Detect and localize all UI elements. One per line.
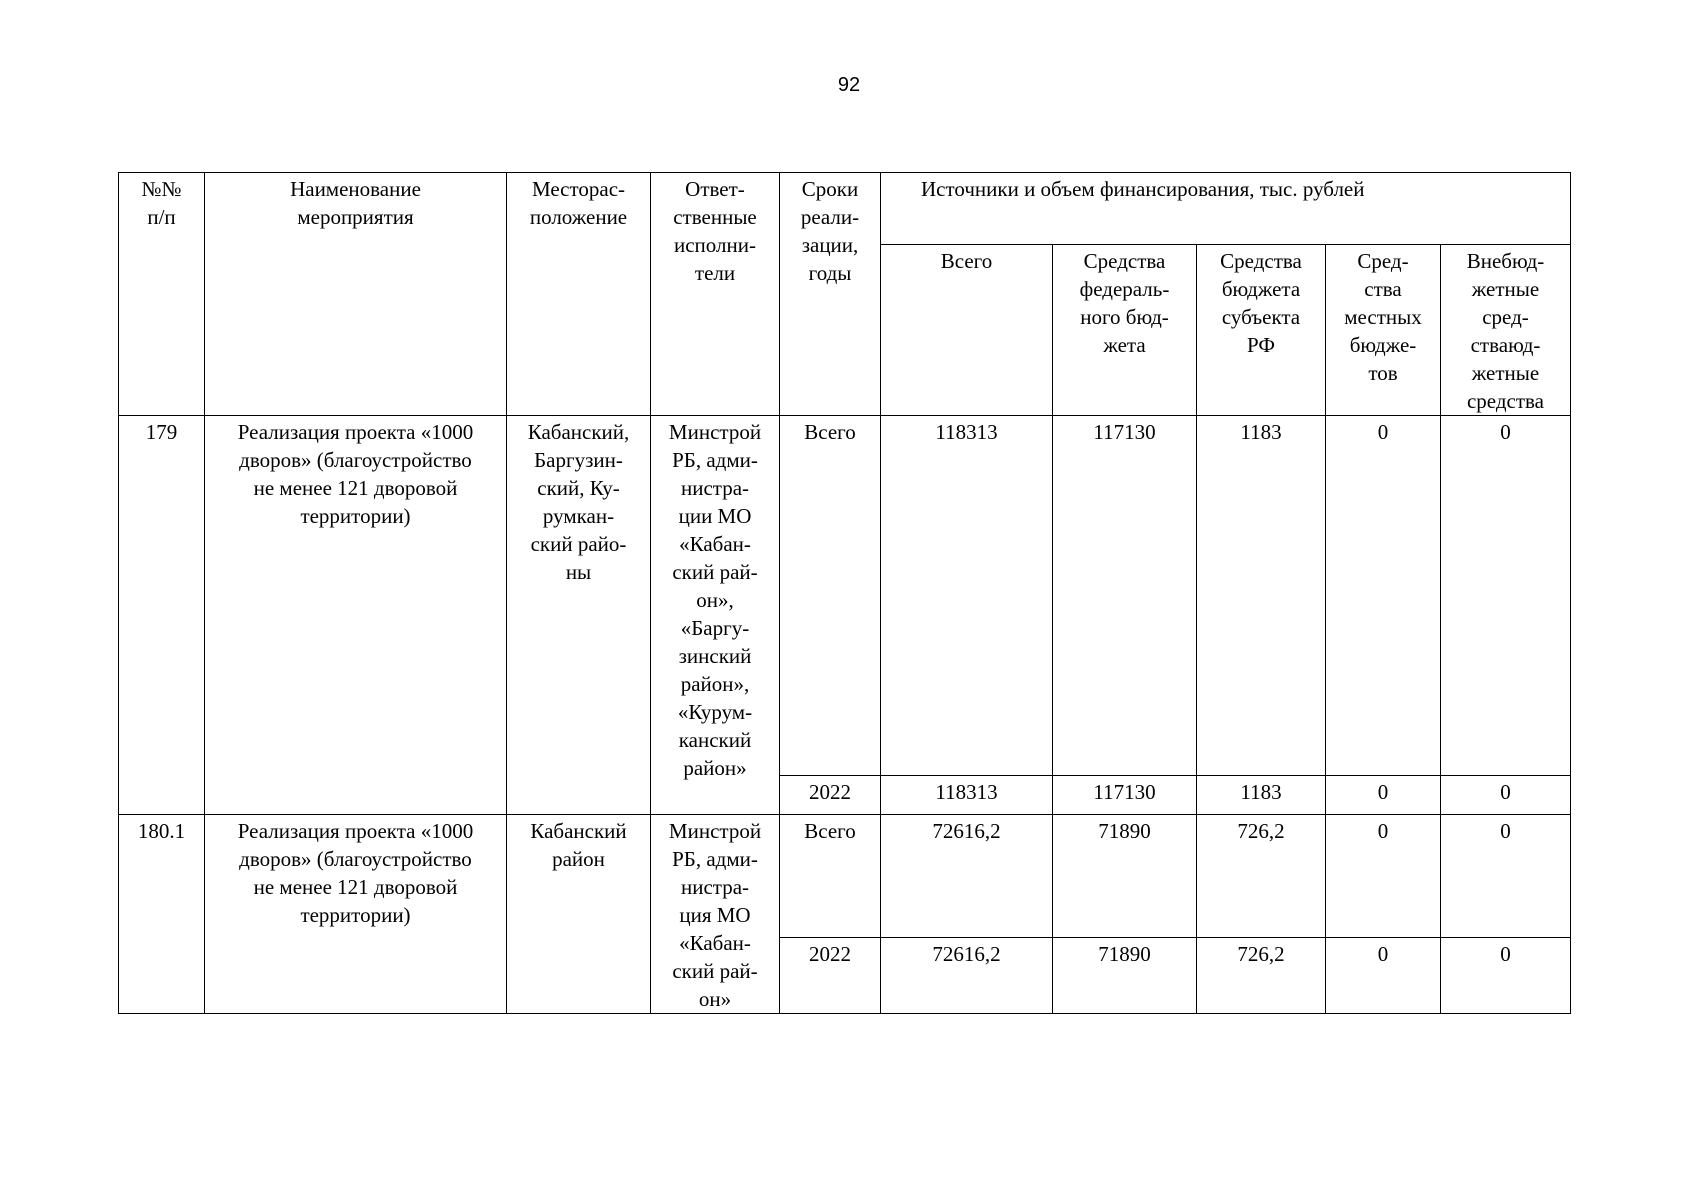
row-total: 118313 [881,416,1053,776]
row-location: Кабанский район [507,815,651,1014]
row-total: 72616,2 [881,815,1053,938]
row-regional: 1183 [1197,776,1326,815]
header-federal: Средства федераль- ного бюд- жета [1053,245,1197,416]
row-period: 2022 [780,776,881,815]
header-name: Наименование мероприятия [205,173,507,416]
row-extra: 0 [1441,815,1571,938]
row-total: 72616,2 [881,938,1053,1014]
header-location: Месторас- положение [507,173,651,416]
row-location: Кабанский, Баргузин- ский, Ку- румкан- ский райо- ны [507,416,651,815]
row-federal: 117130 [1053,416,1197,776]
row-local: 0 [1326,416,1441,776]
table-row [119,416,1571,776]
table-row [119,815,1571,938]
header-local: Сред- ства местных бюдже- тов [1326,245,1441,416]
row-federal: 71890 [1053,815,1197,938]
row-num: 179 [119,416,205,815]
row-period: Всего [780,815,881,938]
header-row-1 [119,173,1571,245]
row-federal: 117130 [1053,776,1197,815]
row-extra: 0 [1441,938,1571,1014]
header-executors: Ответ- ственные исполни- тели [651,173,780,416]
header-funding-group: Источники и объем финансирования, тыс. рублей [881,173,1571,245]
row-regional: 726,2 [1197,815,1326,938]
header-total: Всего [881,245,1053,416]
header-extra: Внебюд- жетные сред- стваюд- жетные средства [1441,245,1571,416]
row-name: Реализация проекта «1000 дворов» (благоустройство не менее 121 дворовой территории) [205,815,507,1014]
page-number: 92 [837,74,861,96]
row-local: 0 [1326,938,1441,1014]
row-regional: 726,2 [1197,938,1326,1014]
row-period: Всего [780,416,881,776]
row-extra: 0 [1441,776,1571,815]
row-regional: 1183 [1197,416,1326,776]
row-num: 180.1 [119,815,205,1014]
row-executors: Минстрой РБ, адми- нистра- ция МО «Кабан- ский рай- он» [651,815,780,1014]
row-federal: 71890 [1053,938,1197,1014]
row-executors: Минстрой РБ, адми- нистра- ции МО «Кабан- ский рай- он», «Баргу- зинский район», «Курум- канский район» [651,416,780,815]
row-period: 2022 [780,938,881,1014]
header-regional: Средства бюджета субъекта РФ [1197,245,1326,416]
row-local: 0 [1326,815,1441,938]
funding-table [118,172,1571,1014]
row-total: 118313 [881,776,1053,815]
row-name: Реализация проекта «1000 дворов» (благоустройство не менее 121 дворовой территории) [205,416,507,815]
row-local: 0 [1326,776,1441,815]
header-num: №№ п/п [119,173,205,416]
row-extra: 0 [1441,416,1571,776]
header-period: Сроки реали- зации, годы [780,173,881,416]
